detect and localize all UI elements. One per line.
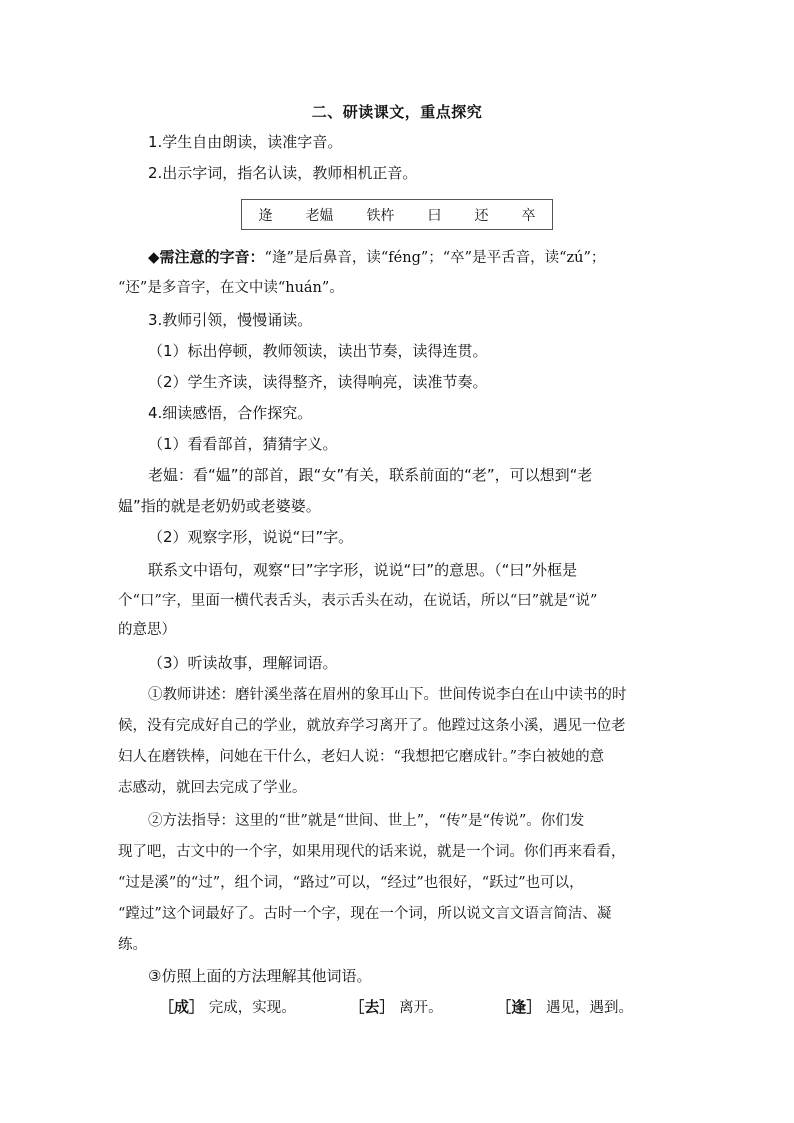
- word-item: 铁杵: [366, 207, 395, 224]
- glossary-definition: 完成，实现。: [208, 1000, 296, 1016]
- story-text: 候，没有完成好自己的学业，就放弃学习离开了。他蹚过这条小溪，遇见一位老: [118, 718, 626, 734]
- step-3: 3.教师引领，慢慢诵读。: [148, 311, 313, 329]
- laoao-explanation-cont: 媪”指的就是老奶奶或老婆婆。: [118, 497, 321, 515]
- glossary-term: ［成］: [159, 998, 205, 1016]
- word-item: 曰: [427, 207, 442, 224]
- yue-explanation-end: 的意思）: [118, 622, 176, 638]
- pronunciation-note-cont: “还”是多音字，在文中读“huán”。: [118, 280, 344, 296]
- pronunciation-note-label: ◆需注意的字音：: [148, 248, 265, 266]
- section-heading: 二、研读课文，重点探究: [311, 103, 483, 121]
- step-4-1: （1）看看部首，猜猜字义。: [148, 435, 338, 453]
- pronunciation-note-text: “逄”是后鼻音，读“féng”；“卒”是平舌音，读“zú”；: [264, 250, 606, 266]
- yue-explanation: 联系文中语句，观察“曰”字字形，说说“曰”的意思。（“曰”外框是: [148, 561, 578, 579]
- imitate-instruction: ③仿照上面的方法理解其他词语。: [148, 967, 372, 985]
- step-4-2: （2）观察字形，说说“曰”字。: [148, 528, 354, 546]
- pronunciation-note: [118, 242, 688, 274]
- story-text: ①教师讲述：磨针溪坐落在眉州的象耳山下。世间传说李白在山中读书的时: [148, 687, 627, 703]
- word-box: [241, 199, 553, 230]
- glossary-term: ［逢］: [496, 998, 542, 1016]
- yue-explanation-cont: 个“口”字，里面一横代表舌头，表示舌头在动，在说话，所以“曰”就是“说”: [118, 593, 598, 609]
- step-2: 2.出示字词，指名认读，教师相机正音。: [148, 164, 418, 182]
- word-item: 逄: [258, 207, 273, 224]
- method-text: ②方法指导：这里的“世”就是“世间、世上”，“传”是“传说”。你们发: [148, 813, 585, 829]
- word-item: 卒: [521, 207, 536, 224]
- method-text: “蹚过”这个词最好了。古时一个字，现在一个词，所以说文言文语言简洁、凝: [118, 906, 612, 922]
- step-4: 4.细读感悟，合作探究。: [148, 404, 313, 422]
- glossary-definition: 遇见，遇到。: [546, 1000, 634, 1016]
- step-1: 1.学生自由朗读，读准字音。: [148, 133, 343, 151]
- story-text: 妇人在磨铁棒，问她在干什么，老妇人说：“我想把它磨成针。”李白被她的意: [118, 749, 605, 765]
- step-4-3: （3）听读故事，理解词语。: [148, 654, 338, 672]
- method-text: 现了吧，古文中的一个字，如果用现代的话来说，就是一个词。你们再来看看，: [118, 844, 626, 860]
- method-text: 练。: [118, 937, 147, 953]
- word-item: 还: [474, 207, 489, 224]
- glossary: [159, 992, 633, 1024]
- glossary-term: ［去］: [349, 998, 395, 1016]
- glossary-definition: 离开。: [399, 1000, 443, 1016]
- story-text: 志感动，就回去完成了学业。: [118, 780, 307, 796]
- step-3-2: （2）学生齐读，读得整齐，读得响亮，读准节奏。: [148, 373, 488, 391]
- method-text: “过是溪”的“过”，组个词，“路过”可以，“经过”也很好，“跃过”也可以，: [118, 875, 584, 891]
- laoao-explanation: 老媪：看“媪”的部首，跟“女”有关，联系前面的“老”，可以想到“老: [148, 466, 593, 484]
- step-3-1: （1）标出停顿，教师领读，读出节奏，读得连贯。: [148, 342, 488, 360]
- word-item: 老媪: [305, 207, 334, 224]
